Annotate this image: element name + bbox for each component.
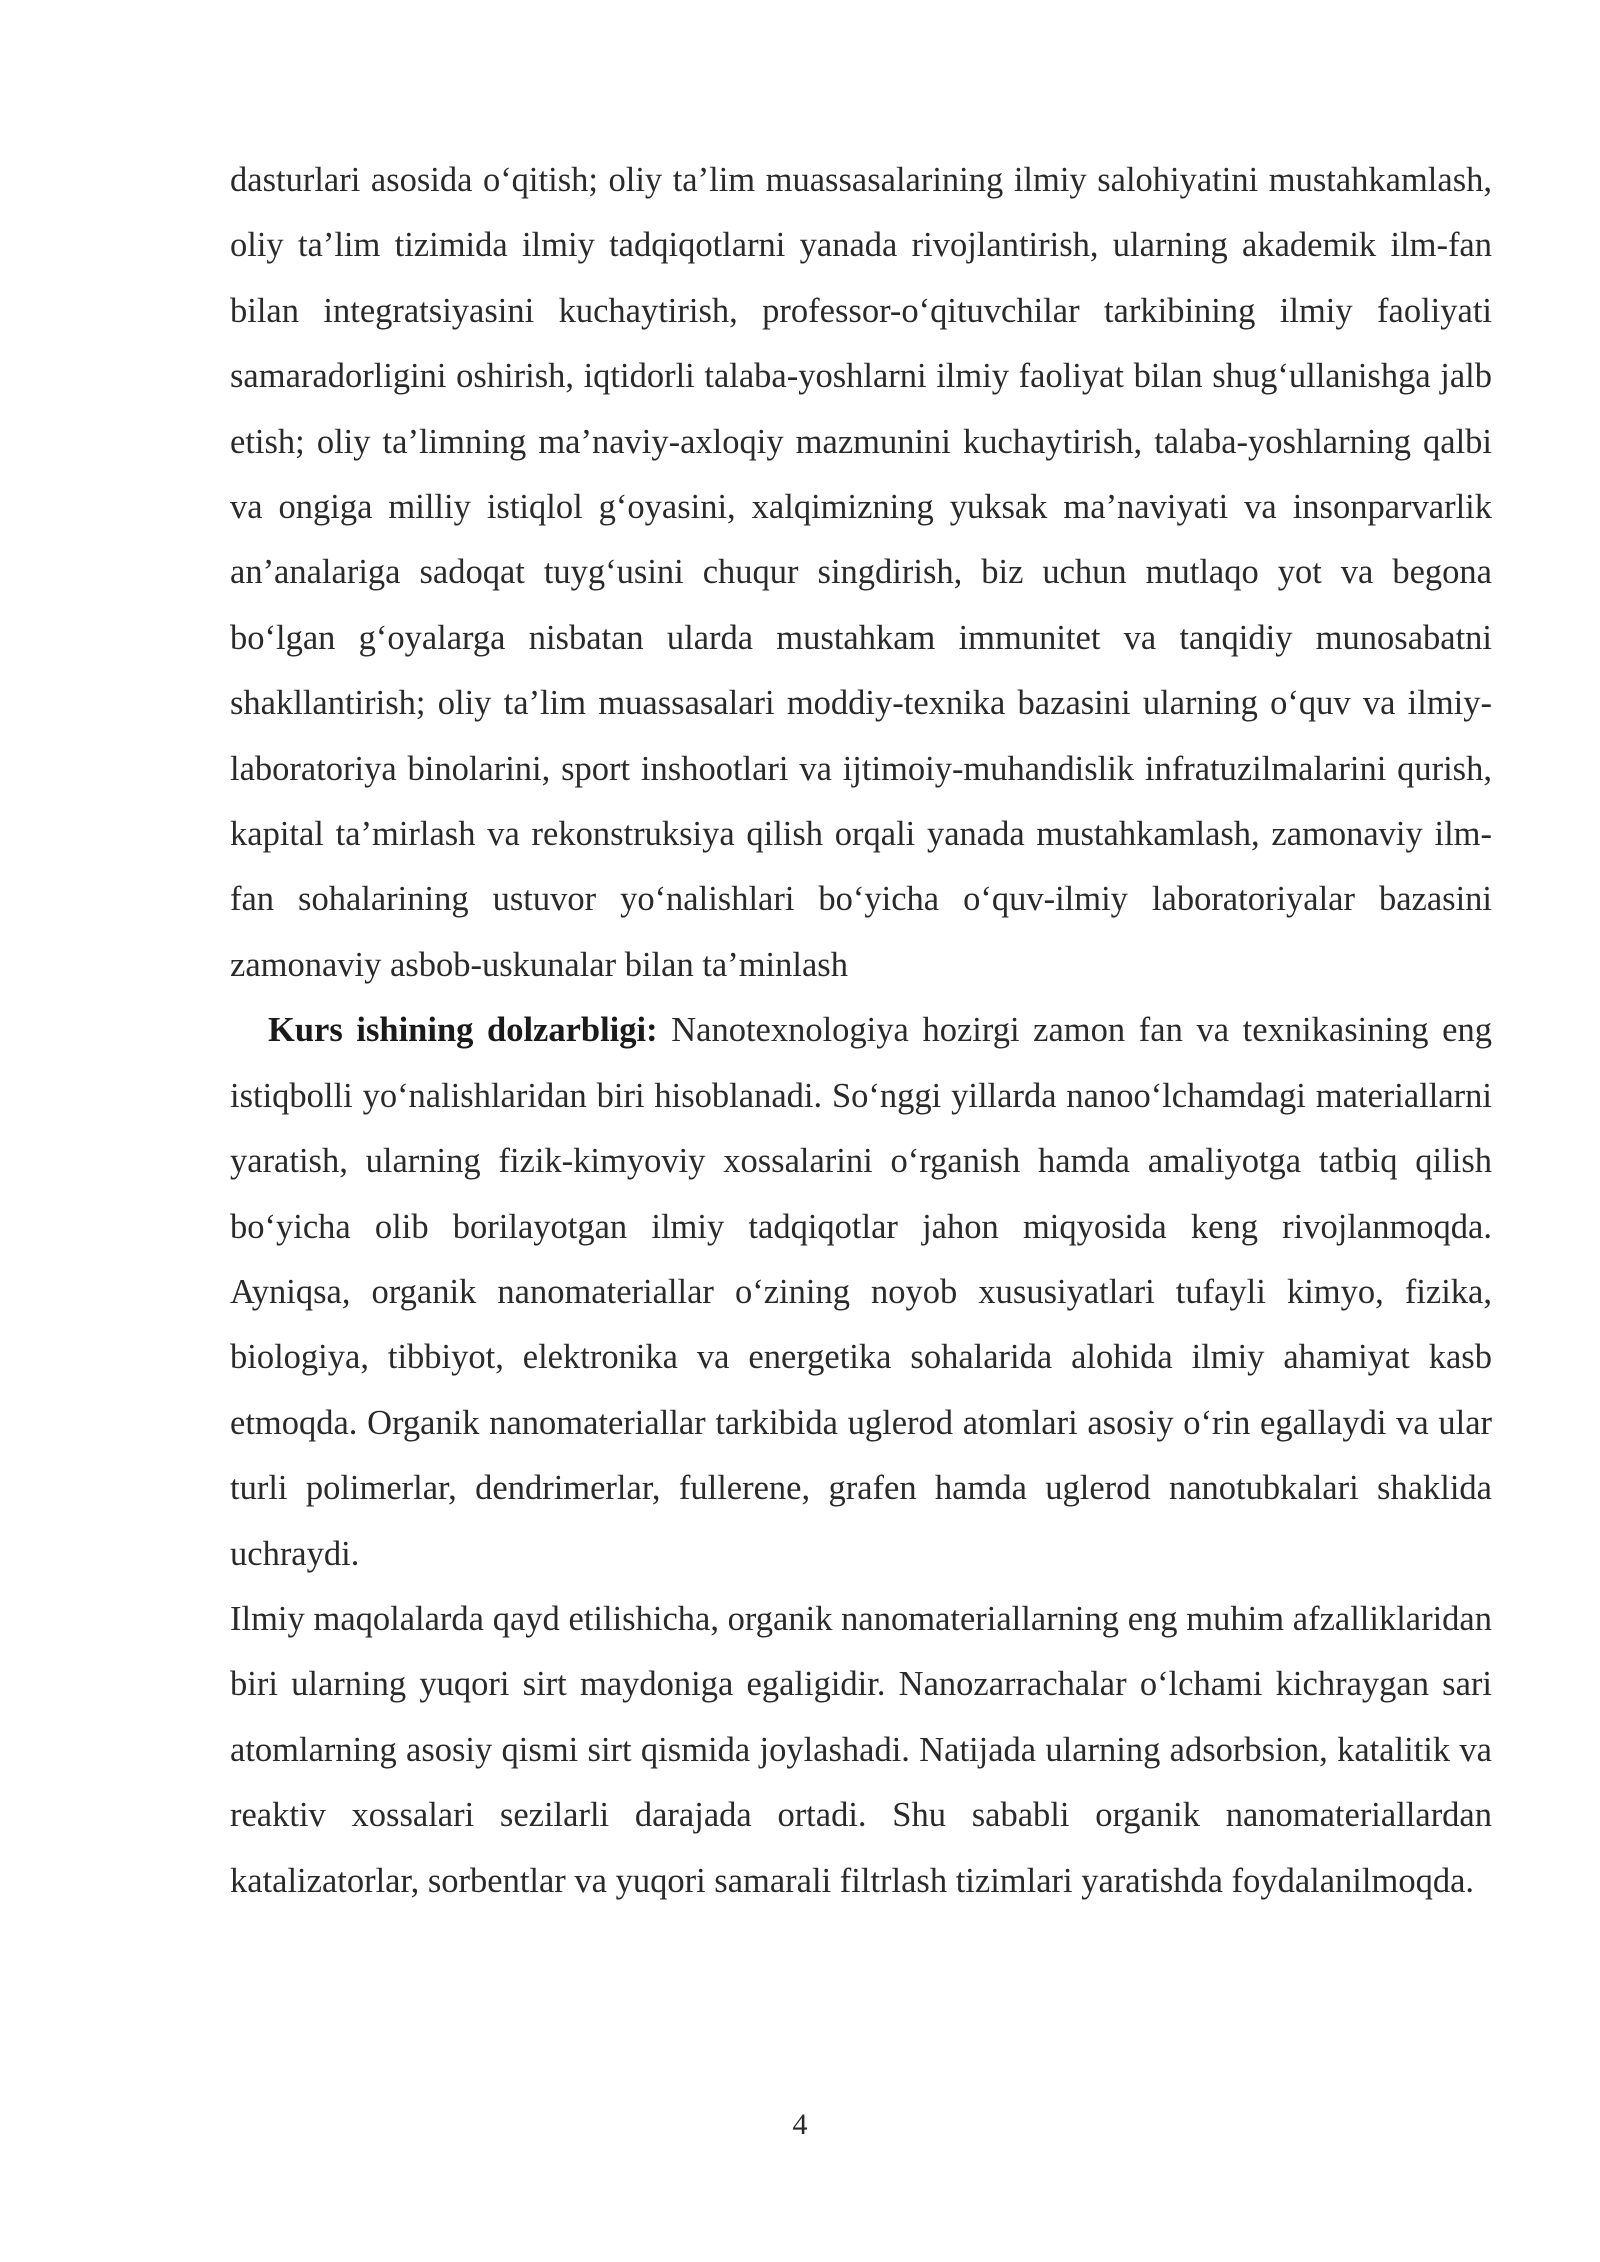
paragraph-3-text: Ilmiy maqolalarda qayd etilishicha, organik nanomateriallarning eng muhim afzalliklaridan biri ularning yuqori sirt maydoniga egaligidir. Nanozarrachalar o‘lchami kichraygan sari atomlarning asosiy qismi sirt qismida joylashadi. Natijada ularning adsorbsion, katalitik va reaktiv xossalari sezilarli darajada ortadi. Shu sababli organik nanomateriallardan katalizatorlar, sorbentlar va yuqori samarali filtrlash tizimlari yaratishda foydalanilmoqda. <box>230 1599 1492 1900</box>
paragraph-2 <box>230 998 1492 1587</box>
paragraph-1-text: dasturlari asosida o‘qitish; oliy ta’lim muassasalarining ilmiy salohiyatini mustahkamlash, oliy ta’lim tizimida ilmiy tadqiqotlarni yanada rivojlantirish, ularning akademik ilm-fan bilan integratsiyasini kuchaytirish, professor-o‘qituvchilar tarkibining ilmiy faoliyati samaradorligini oshirish, iqtidorli talaba-yoshlarni ilmiy faoliyat bilan shug‘ullanishga jalb etish; oliy ta’limning ma’naviy-axloqiy mazmunini kuchaytirish, talaba-yoshlarning qalbi va ongiga milliy istiqlol g‘oyasini, xalqimizning yuksak ma’naviyati va insonparvarlik an’analariga sadoqat tuyg‘usini chuqur singdirish, biz uchun mutlaqo yot va begona bo‘lgan g‘oyalarga nisbatan ularda mustahkam immunitet va tanqidiy munosabatni shakllantirish; oliy ta’lim muassasalari moddiy-texnika bazasini ularning o‘quv va ilmiy-laboratoriya binolarini, sport inshootlari va ijtimoiy-muhandislik infratuzilmalarini qurish, kapital ta’mirlash va rekonstruksiya qilish orqali yanada mustahkamlash, zamonaviy ilm-fan sohalarining ustuvor yo‘nalishlari bo‘yicha o‘quv-ilmiy laboratoriyalar bazasini zamonaviy asbob-uskunalar bilan ta’minlash <box>230 161 1492 984</box>
page-number: 4 <box>792 2108 808 2141</box>
paragraph-2-text: Nanotexnologiya hozirgi zamon fan va texnikasining eng istiqbolli yo‘nalishlaridan biri hisoblanadi. So‘nggi yillarda nanoo‘lchamdagi materiallarni yaratish, ularning fizik-kimyoviy xossalarini o‘rganish hamda amaliyotga tatbiq qilish bo‘yicha olib borilayotgan ilmiy tadqiqotlar jahon miqyosida keng rivojlanmoqda. Ayniqsa, organik nanomateriallar o‘zining noyob xususiyatlari tufayli kimyo, fizika, biologiya, tibbiyot, elektronika va energetika sohalarida alohida ilmiy ahamiyat kasb etmoqda. Organik nanomateriallar tarkibida uglerod atomlari asosiy o‘rin egallaydi va ular turli polimerlar, dendrimerlar, fullerene, grafen hamda uglerod nanotubkalari shaklida uchraydi. <box>230 1011 1492 1573</box>
paragraph-1 <box>230 148 1492 998</box>
paragraph-3 <box>230 1587 1492 1914</box>
paragraph-2-lead: Kurs ishining dolzarbligi: <box>268 1011 658 1050</box>
document-body <box>230 148 1492 1914</box>
